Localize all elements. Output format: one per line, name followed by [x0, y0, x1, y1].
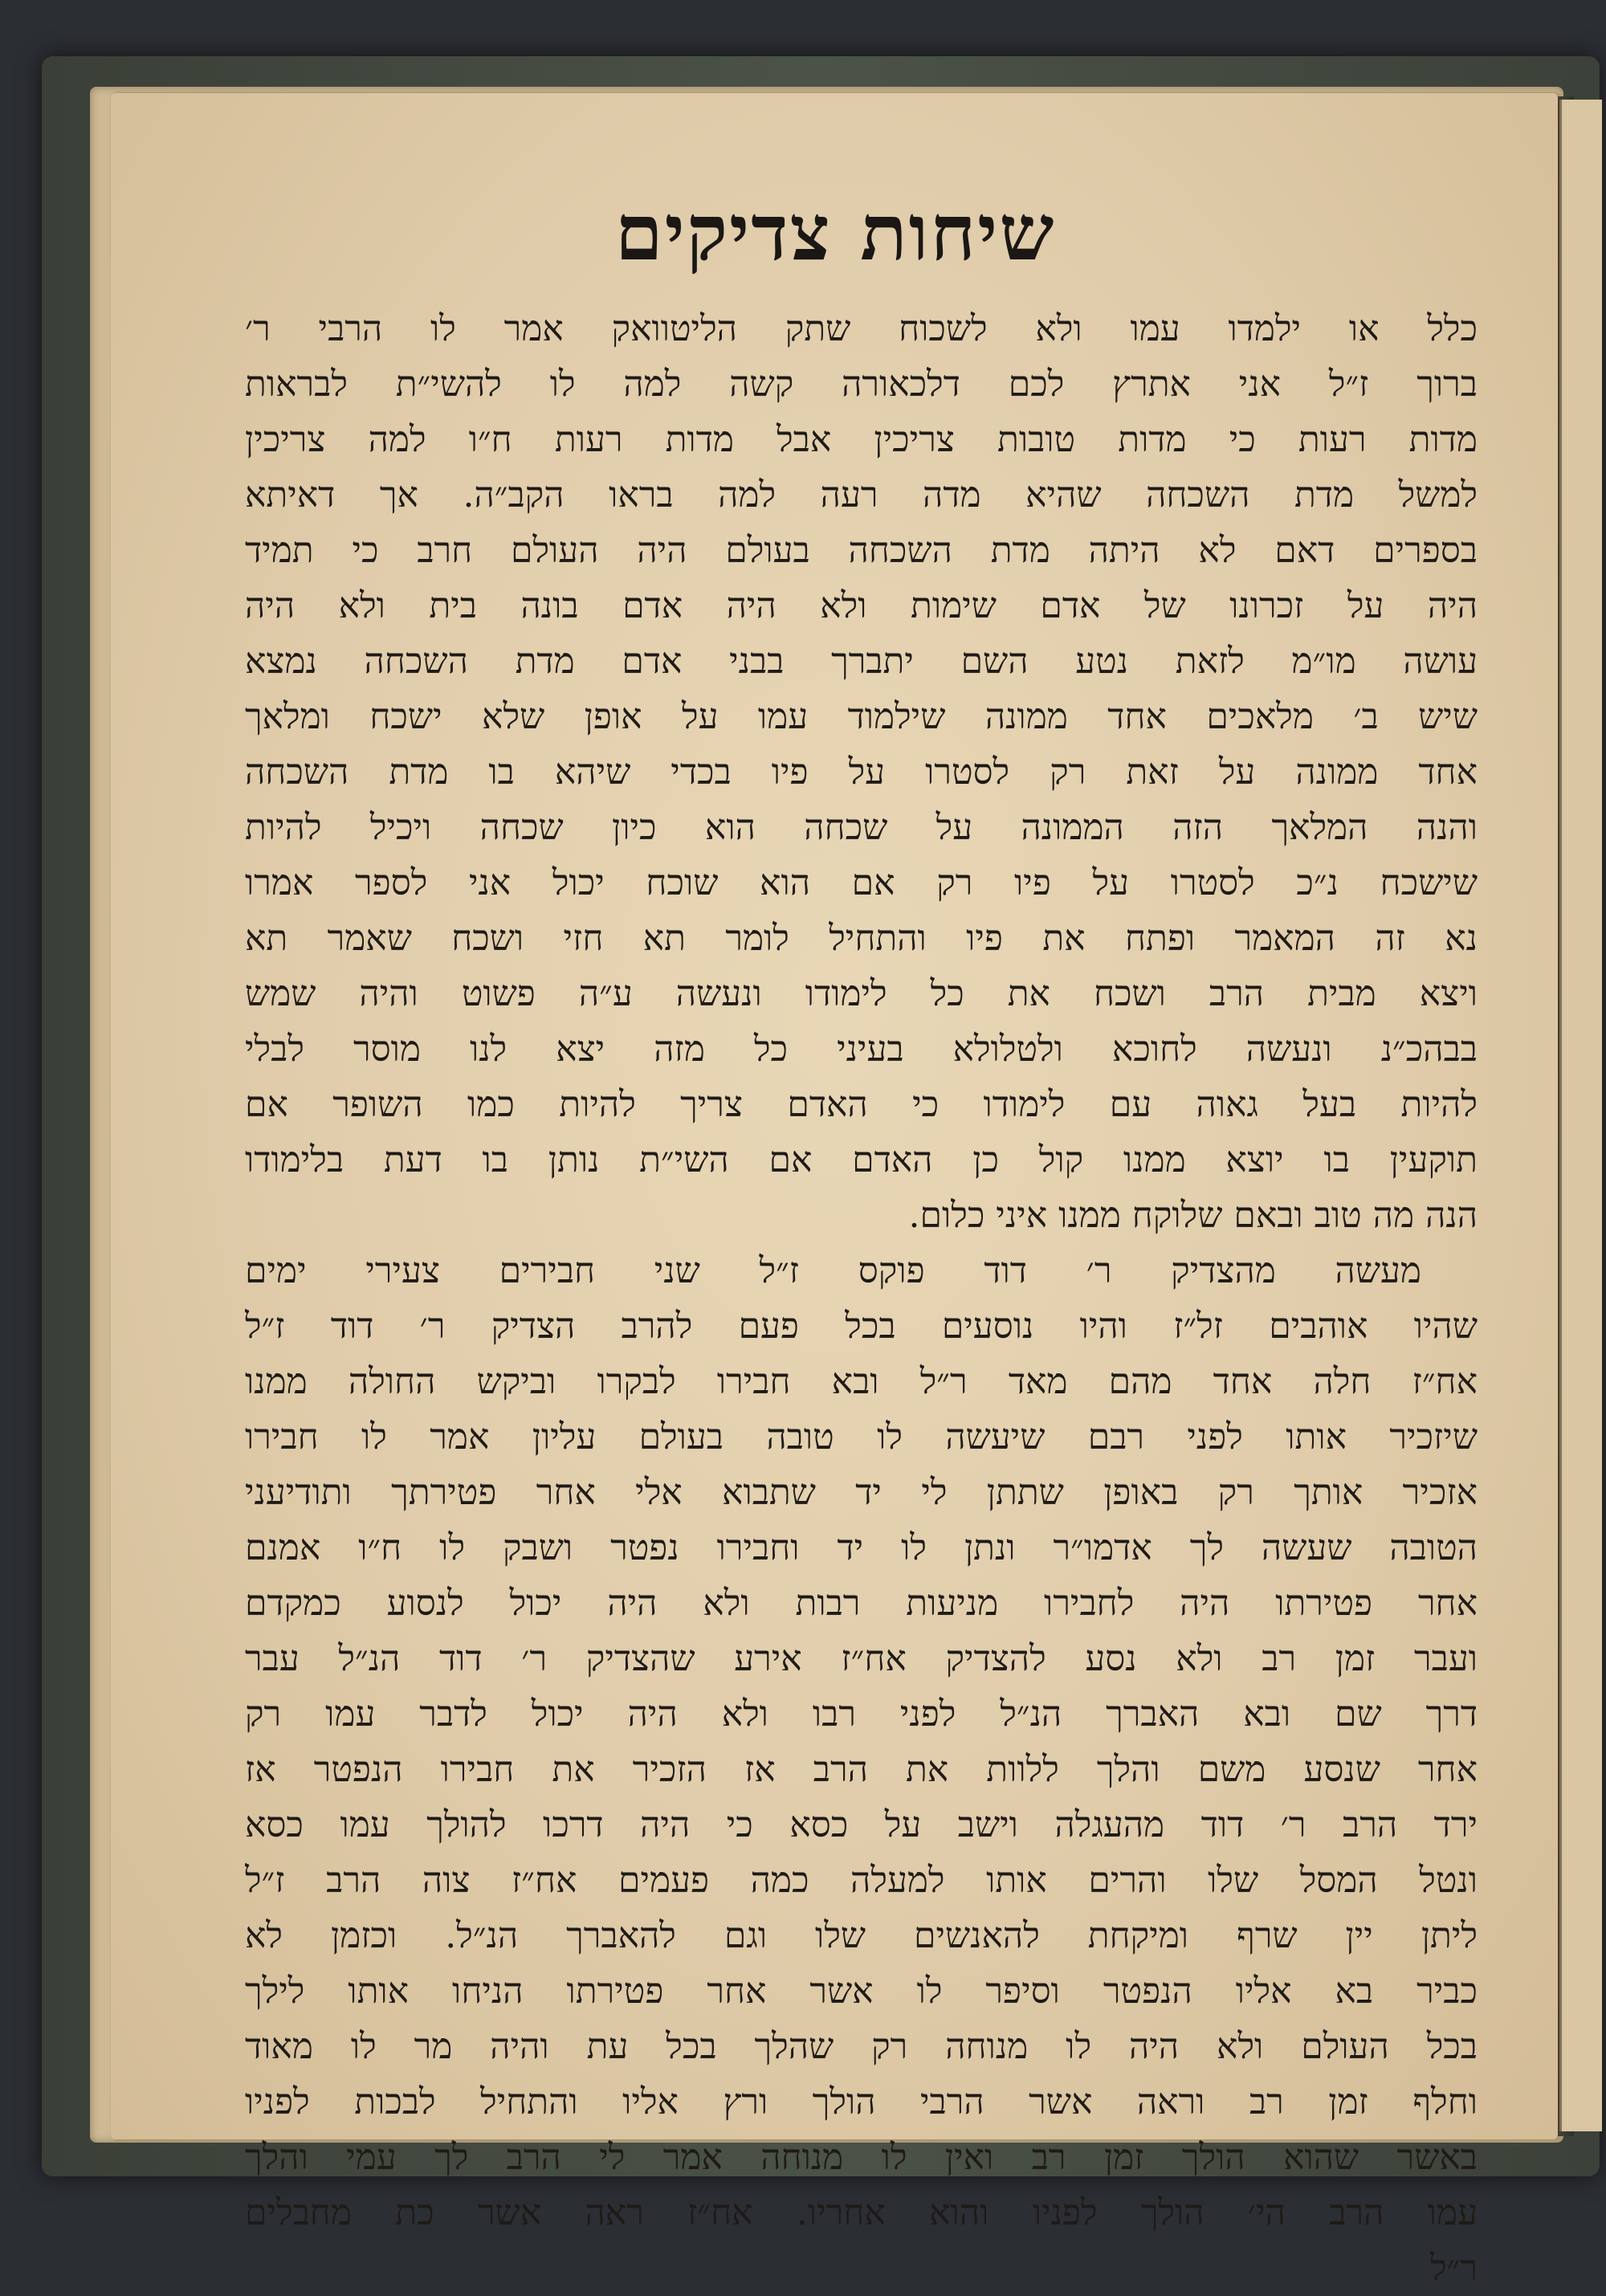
text-line: עושה מו״מ לזאת נטע השם יתברך בבני אדם מדת השכחה נמצא	[245, 641, 1478, 682]
text-line: ברוך ז״ל אני אתרץ לכם דלכאורה קשה למה לו להשי״ת לבראות	[245, 364, 1478, 405]
text-line: ר״ל	[1430, 2248, 1478, 2289]
text-line: הטובה שעשה לך אדמו״ר ונתן לו יד וחבירו נפטר ושבק לו ח״ו אמנם	[245, 1527, 1478, 1568]
text-line: כביר בא אליו הנפטר וסיפר לו אשר אחר פטירתו הניחו אותו לילך	[245, 1971, 1478, 2012]
text-line: בבהכ״נ ונעשה לחוכא ולטלולא בעיני כל מזה יצא לנו מוסר לבלי	[245, 1029, 1478, 1070]
text-line: שהיו אוהבים זל״ז והיו נוסעים בכל פעם להרב הצדיק ר׳ דוד ז״ל	[245, 1306, 1478, 1347]
text-line: שישכח נ״כ לסטרו על פיו רק אם הוא שוכח יכול אני לספר אמרו	[245, 863, 1478, 903]
text-line: למשל מדת השכחה שהיא מדה רעה למה בראו הקב״ה. אך דאיתא	[245, 475, 1478, 516]
text-line: וחלף זמן רב וראה אשר הרבי הולך ורץ אליו והתחיל לבכות לפניו	[245, 2082, 1478, 2123]
text-line: אחר שנסע משם והלך ללוות את הרב אז הזכיר את חבירו הנפטר אז	[245, 1749, 1478, 1790]
text-line: אחד ממונה על זאת רק לסטרו על פיו בכדי שיהא בו מדת השכחה	[245, 752, 1478, 793]
text-line: דרך שם ובא האברך הנ״ל לפני רבו ולא היה יכול לדבר עמו רק	[245, 1694, 1478, 1735]
text-line: מדות רעות כי מדות טובות צריכין אבל מדות רעות ח״ו למה צריכין	[245, 419, 1478, 460]
text-line: ועבר זמן רב ולא נסע להצדיק אח״ז אירע שהצדיק ר׳ דוד הנ״ל עבר	[245, 1638, 1478, 1679]
text-line: נא זה המאמר ופתח את פיו והתחיל לומר תא חזי ושכח שאמר תא	[245, 918, 1478, 959]
text-line: עמו הרב הי׳ הולך לפניו והוא אחריו. אח״ז ראה אשר כת מחבלים	[245, 2192, 1478, 2233]
body-text	[245, 301, 1478, 2296]
text-line: אזכיר אותך רק באופן שתתן לי יד שתבוא אלי אחר פטירתך ותודיעני	[245, 1472, 1478, 1513]
text-line: בספרים דאם לא היתה מדת השכחה בעולם היה העולם חרב כי תמיד	[245, 530, 1478, 571]
text-line: והנה המלאך הזה הממונה על שכחה הוא כיון שכחה ויכיל להיות	[245, 807, 1478, 848]
text-line: תוקעין בו יוצא ממנו קול כן האדם אם השי״ת נותן בו דעת בלימודו	[245, 1140, 1478, 1181]
text-line: ויצא מבית הרב ושכח את כל לימודו ונעשה ע״ה פשוט והיה שמש	[245, 973, 1478, 1014]
text-line: להיות בעל גאוה עם לימודו כי האדם צריך להיות כמו השופר אם	[245, 1084, 1478, 1125]
text-line: מעשה מהצדיק ר׳ דוד פוקס ז״ל שני חבירים צעירי ימים	[245, 1250, 1421, 1291]
text-line: ונטל המסל שלו והרים אותו למעלה כמה פעמים אח״ז צוה הרב ז״ל	[245, 1860, 1478, 1901]
text-line: אח״ז חלה אחד מהם מאד ר״ל ובא חבירו לבקרו וביקש החולה ממנו	[245, 1361, 1478, 1402]
text-line: היה על זכרונו של אדם שימות ולא היה אדם בונה בית ולא היה	[245, 585, 1478, 626]
text-line: באשר שהוא הולך זמן רב ואין לו מנוחה אמר לי הרב לך עמי והלך	[245, 2137, 1478, 2178]
text-line: שיזכיר אותו לפני רבם שיעשה לו טובה בעולם עליון אמר לו חבירו	[245, 1417, 1478, 1458]
text-line: הנה מה טוב ובאם שלוקח ממנו איני כלום.	[908, 1195, 1478, 1236]
text-line: ירד הרב ר׳ דוד מהעגלה וישב על כסא כי היה דרכו להולך עמו כסא	[245, 1805, 1478, 1845]
text-line: כלל או ילמדו עמו ולא לשכוח שתק הליטוואק אמר לו הרבי ר׳	[245, 308, 1478, 349]
facing-page-edge	[1559, 100, 1602, 2131]
text-line: ליתן יין שרף ומיקחת להאנשים שלו וגם להאברך הנ״ל. וכזמן לא	[245, 1915, 1478, 1956]
text-line: בכל העולם ולא היה לו מנוחה רק שהלך בכל עת והיה מר לו מאוד	[245, 2026, 1478, 2067]
text-line: שיש ב׳ מלאכים אחד ממונה שילמוד עמו על אופן שלא ישכח ומלאך	[245, 696, 1478, 737]
page-title: שיחות צדיקים	[614, 187, 1056, 278]
text-line: אחר פטירתו היה לחבירו מניעות רבות ולא היה יכול לנסוע כמקדם	[245, 1583, 1478, 1624]
